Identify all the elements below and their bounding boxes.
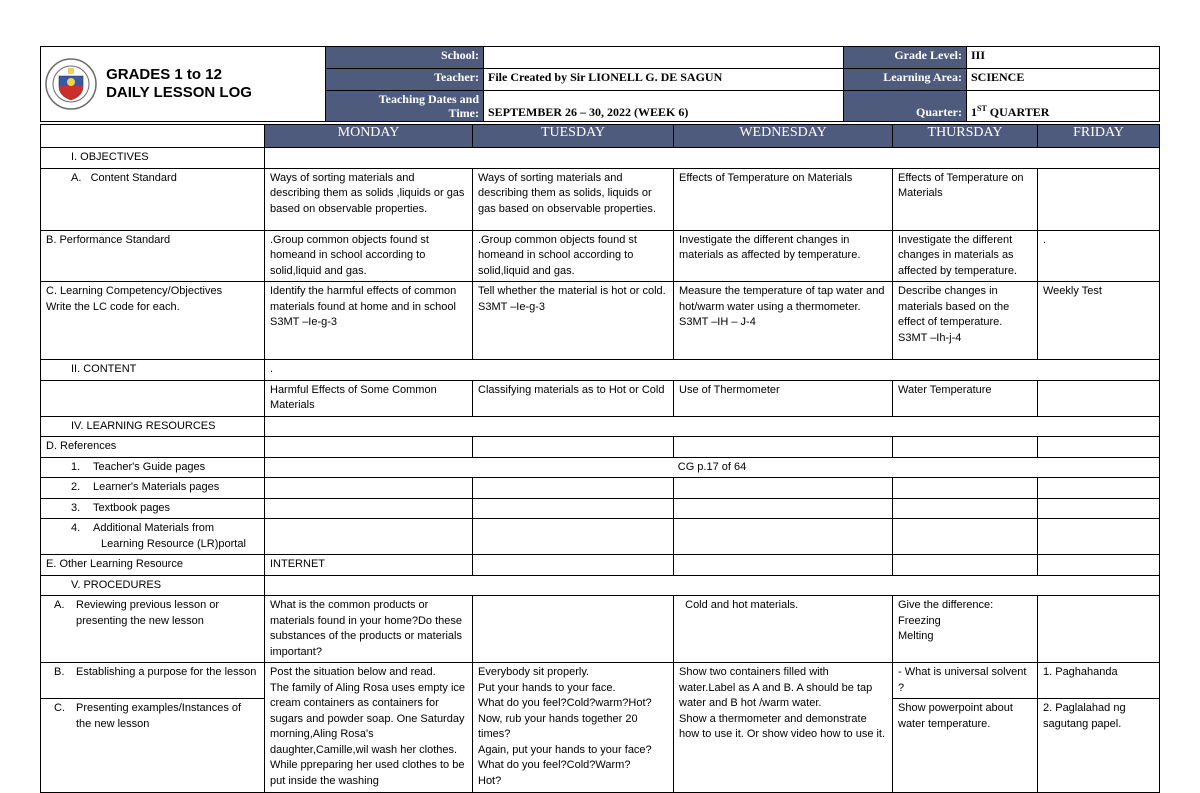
teacher-label: Teacher: (326, 69, 484, 91)
review-friday (1038, 596, 1160, 663)
other-resource-monday: INTERNET (265, 555, 473, 576)
additional-materials-label (41, 519, 265, 555)
procedures-heading: V. PROCEDURES (41, 575, 265, 596)
lm-monday (265, 478, 473, 499)
content-standard-wednesday: Effects of Temperature on Materials (674, 168, 893, 230)
teaching-dates-label (326, 91, 484, 122)
content-topic-monday: Harmful Effects of Some Common Materials (265, 380, 473, 416)
procedure-bc-monday: Post the situation below and read. The family of Aling Rosa uses empty ice cream containers as containers for sugars and powder soap. One Saturday morning,Aling Rosa's daughter,Camille,wil wash her clothes. While ppreparing her used clothes to be put inside the washing (265, 663, 473, 793)
lc-monday-code: S3MT –Ie-g-3 (270, 316, 338, 328)
lc-wednesday-text: Measure the temperature of tap water and hot/warm water using a thermometer. (679, 285, 885, 313)
lm-tuesday (473, 478, 674, 499)
lc-monday-text: Identify the harmful effects of common materials found at home and in school (270, 285, 457, 313)
references-monday (265, 437, 473, 458)
content-standard-tuesday: Ways of sorting materials and describing them as solids, liquids or gas based on observable properties. (473, 168, 674, 230)
teacher-value: File Created by Sir LIONELL G. DE SAGUN (484, 69, 844, 91)
am-thursday (893, 519, 1038, 555)
purpose-label (41, 663, 265, 699)
examples-friday: 2. Paglalahad ng sagutang papel. (1038, 699, 1160, 793)
teaching-dates-label-line2: Time: (448, 106, 479, 120)
teaching-dates-label-line1: Teaching Dates and (378, 92, 479, 106)
title-line-2: DAILY LESSON LOG (106, 84, 252, 101)
procedures-span (265, 575, 1160, 596)
additional-materials-number: 4. (71, 522, 81, 534)
objectives-span (265, 148, 1160, 169)
learning-area-value: SCIENCE (967, 69, 1160, 91)
tb-thursday (893, 498, 1038, 519)
objectives-heading: I. OBJECTIVES (41, 148, 265, 169)
lc-tuesday-code: S3MT –Ie-g-3 (478, 300, 546, 313)
performance-standard-thursday: Investigate the different changes in materials as affected by temperature. (893, 230, 1038, 282)
examples-thursday: Show powerpoint about water temperature. (893, 699, 1038, 793)
day-friday: FRIDAY (1038, 125, 1160, 148)
lm-wednesday (674, 478, 893, 499)
lc-wednesday (674, 282, 893, 360)
teachers-guide-number: 1. (71, 460, 81, 473)
olr-wednesday (674, 555, 893, 576)
textbook-pages-text: Textbook pages (93, 501, 171, 514)
purpose-text: Establishing a purpose for the lesson (76, 666, 257, 678)
purpose-thursday: - What is universal solvent ? (893, 663, 1038, 699)
am-monday (265, 519, 473, 555)
title-line-1: GRADES 1 to 12 (106, 66, 222, 83)
review-thursday: Give the difference: Freezing Melting (893, 596, 1038, 663)
references-tuesday (473, 437, 674, 458)
lc-label-line1: C. Learning Competency/Objectives (46, 285, 223, 297)
lc-thursday-code: S3MT –Ih-j-4 (898, 331, 962, 344)
lc-monday (265, 282, 473, 360)
procedure-bc-tuesday: Everybody sit properly. Put your hands to your face. What do you feel?Cold?warm?Hot? Now, rub your hands together 20 times? Again, put your hands to your face? What do you feel?Cold?Warm? Hot? (473, 663, 674, 793)
lc-thursday-text: Describe changes in materials based on the effect of temperature. (898, 285, 1010, 328)
references-wednesday (674, 437, 893, 458)
content-standard-number: A. (71, 171, 82, 184)
quarter-suffix: ST (977, 103, 987, 113)
review-text: Reviewing previous lesson or presenting the new lesson (76, 599, 220, 627)
olr-tuesday (473, 555, 674, 576)
performance-standard-monday: .Group common objects found st homeand in school according to solid,liquid and gas. (265, 230, 473, 282)
header-table (40, 46, 1160, 122)
content-topic-wednesday: Use of Thermometer (674, 380, 893, 416)
learning-area-label: Learning Area: (844, 69, 967, 91)
references-thursday (893, 437, 1038, 458)
lc-label-line2: Write the LC code for each. (46, 300, 180, 313)
olr-friday (1038, 555, 1160, 576)
content-standard-label (41, 168, 265, 230)
logo-title-cell (41, 47, 326, 122)
learners-materials-text: Learner's Materials pages (93, 481, 220, 493)
content-heading: II. CONTENT (41, 360, 265, 381)
tb-monday (265, 498, 473, 519)
lm-friday (1038, 478, 1160, 499)
school-label: School: (326, 47, 484, 69)
lc-thursday (893, 282, 1038, 360)
content-topic-thursday: Water Temperature (893, 380, 1038, 416)
learners-materials-label (41, 478, 265, 499)
content-topic-label (41, 380, 265, 416)
performance-standard-label: B. Performance Standard (41, 230, 265, 282)
references-friday (1038, 437, 1160, 458)
purpose-number: B. (54, 666, 65, 678)
quarter-number: 1 (971, 104, 977, 119)
content-standard-thursday: Effects of Temperature on Materials (893, 168, 1038, 230)
content-topic-tuesday: Classifying materials as to Hot or Cold (473, 380, 674, 416)
grade-level-value: III (967, 47, 1160, 69)
am-wednesday (674, 519, 893, 555)
content-topic-friday (1038, 380, 1160, 416)
examples-text: Presenting examples/Instances of the new lesson (76, 702, 242, 730)
day-wednesday: WEDNESDAY (674, 125, 893, 148)
review-monday: What is the common products or materials found in your home?Do these substances of the products or materials important? (265, 596, 473, 663)
content-standard-monday: Ways of sorting materials and describing them as solids ,liquids or gas based on observable properties. (265, 168, 473, 230)
lc-tuesday-text: Tell whether the material is hot or cold. (478, 285, 666, 297)
day-tuesday: TUESDAY (473, 125, 674, 148)
tb-friday (1038, 498, 1160, 519)
am-tuesday (473, 519, 674, 555)
references-label: D. References (41, 437, 265, 458)
additional-materials-line1: Additional Materials from (93, 522, 215, 534)
review-tuesday (473, 596, 674, 663)
examples-number: C. (54, 702, 65, 714)
content-standard-friday (1038, 168, 1160, 230)
review-number: A. (54, 599, 65, 611)
textbook-pages-label (41, 498, 265, 519)
deped-seal-icon (45, 58, 97, 110)
day-thursday: THURSDAY (893, 125, 1038, 148)
review-wednesday: Cold and hot materials. (674, 596, 893, 663)
day-monday: MONDAY (265, 125, 473, 148)
am-friday (1038, 519, 1160, 555)
lc-friday-text: Weekly Test (1043, 285, 1102, 297)
examples-label (41, 699, 265, 793)
content-standard-text: Content Standard (90, 171, 177, 184)
performance-standard-tuesday: .Group common objects found st homeand in school according to solid,liquid and gas. (473, 230, 674, 282)
document-title (106, 66, 252, 102)
performance-standard-wednesday: Investigate the different changes in materials as affected by temperature. (674, 230, 893, 282)
other-resource-label: E. Other Learning Resource (41, 555, 265, 576)
teaching-dates-value: SEPTEMBER 26 – 30, 2022 (WEEK 6) (484, 91, 844, 122)
quarter-text: QUARTER (986, 104, 1050, 119)
lc-friday (1038, 282, 1160, 360)
purpose-friday: 1. Paghahanda (1038, 663, 1160, 699)
content-span: . (265, 360, 1160, 381)
lc-wednesday-code: S3MT –IH – J-4 (679, 316, 756, 328)
lc-tuesday (473, 282, 674, 360)
quarter-label: Quarter: (844, 91, 967, 122)
review-label (41, 596, 265, 663)
olr-thursday (893, 555, 1038, 576)
procedure-bc-wednesday: Show two containers filled with water.Label as A and B. A should be tap water and B hot /warm water. Show a thermometer and demonstrate how to use it. Or show video how to use it. (674, 663, 893, 793)
teachers-guide-label (41, 457, 265, 478)
teachers-guide-text: Teacher's Guide pages (93, 460, 206, 473)
grade-level-label: Grade Level: (844, 47, 967, 69)
performance-standard-friday: . (1038, 230, 1160, 282)
textbook-pages-number: 3. (71, 501, 81, 514)
lm-thursday (893, 478, 1038, 499)
learning-competency-label (41, 282, 265, 360)
learning-resources-heading: IV. LEARNING RESOURCES (41, 416, 265, 437)
teachers-guide-value: CG p.17 of 64 (265, 457, 1160, 478)
learning-resources-span (265, 416, 1160, 437)
learners-materials-number: 2. (71, 481, 81, 493)
tb-tuesday (473, 498, 674, 519)
additional-materials-line2: Learning Resource (LR)portal (101, 537, 246, 550)
tb-wednesday (674, 498, 893, 519)
corner-cell (41, 125, 265, 148)
lesson-log-table (40, 124, 1160, 793)
school-value (484, 47, 844, 69)
quarter-value (967, 91, 1160, 122)
